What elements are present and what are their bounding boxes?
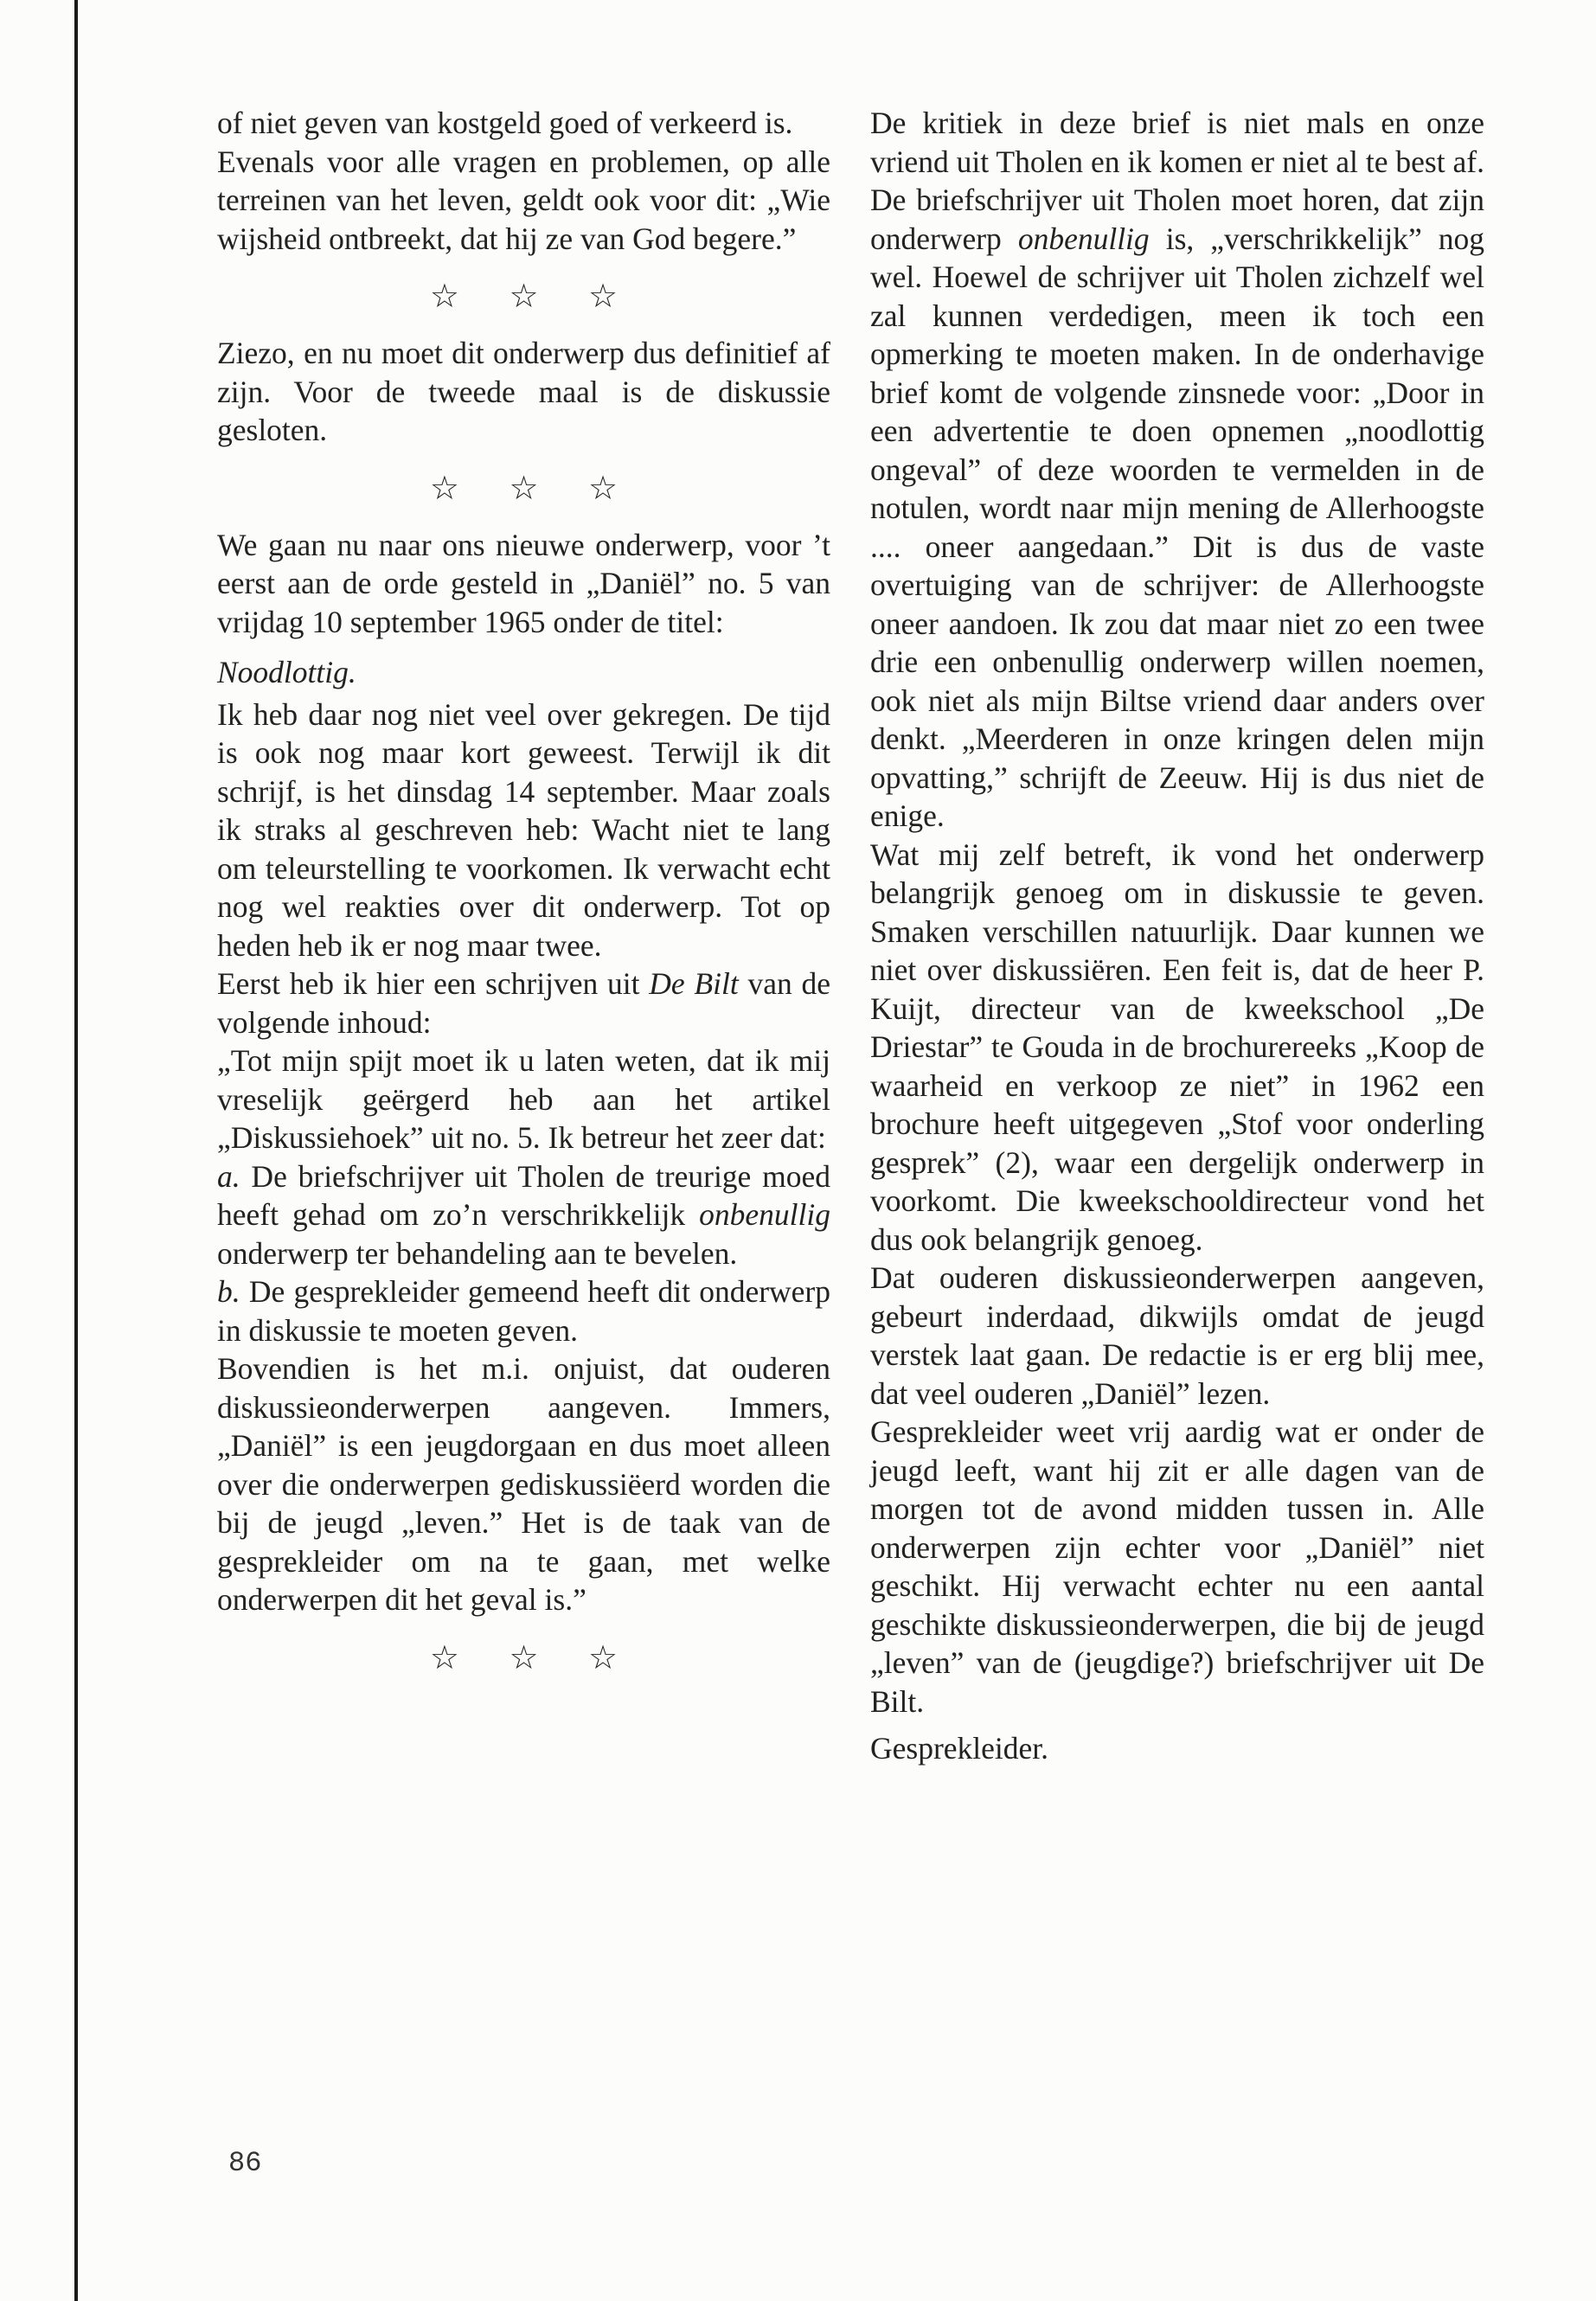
right-paragraph-2: Wat mij zelf betreft, ik vond het onderwerp belangrijk genoeg om in diskussie te geven. Smaken verschillen natuurlijk. Daar kunnen we niet over diskussiëren. Een feit is, dat de heer P. Kuijt, directeur van de kweekschool „De Driestar” te Gouda in de brochurereeks „Koop de waarheid en verkoop ze niet” in 1962 een brochure heeft uitgegeven „Stof voor onderling gesprek” (2), waar een dergelijk onderwerp in voorkomt. Die kweekschooldirecteur vond het dus ook belangrijk genoeg.	[870, 836, 1484, 1257]
text-run: onderwerp ter behandeling aan te bevelen.	[217, 1235, 738, 1271]
section-divider-stars: ☆ ☆ ☆	[429, 279, 639, 315]
right-paragraph-3: Dat ouderen diskussieonderwerpen aangeven, gebeurt inderdaad, dikwijls omdat de jeugd verstek laat gaan. De redactie is er erg blij mee, dat veel ouderen „Daniël” lezen.	[870, 1260, 1484, 1411]
right-paragraph-1	[870, 104, 1484, 836]
topic-heading: Noodlottig.	[217, 655, 356, 689]
text-run: is, „verschrikkelijk” nog wel. Hoewel de schrijver uit Tholen zichzelf wel zal kunnen verdedigen, meen ik toch een opmerking te moeten maken. In de onderhavige brief komt de volgende zinsnede voor: „Door in een advertentie te doen opnemen „noodlottig ongeval” of deze woorden te vermelden in de notulen, wordt naar mijn mening de Allerhoogste .... oneer aangedaan.” Dit is dus de vaste overtuiging van de schrijver: de Allerhoogste oneer aandoen. Ik zou dat maar niet zo een twee drie een onbenullig onderwerp willen noemen, ook niet als mijn Biltse vriend daar anders over denkt. „Meerderen in onze kringen delen mijn opvatting,” schrijft de Zeeuw. Hij is dus niet de enige.	[870, 221, 1485, 833]
letter-quote-intro: „Tot mijn spijt moet ik u laten weten, dat ik mij vreselijk geërgerd heb aan het artikel „Diskussiehoek” uit no. 5. Ik betreur het zeer dat:	[217, 1043, 830, 1155]
text-run: Eerst heb ik hier een schrijven uit	[217, 966, 650, 1001]
list-marker: a.	[217, 1158, 240, 1194]
right-paragraph-4: Gesprekleider weet vrij aardig wat er onder de jeugd leeft, want hij zit er alle dagen van de morgen tot de avond midden tussen in. Alle onderwerpen zijn echter voor „Daniël” niet geschikt. Hij verwacht echter nu een aantal geschikte diskussieonderwerpen, die bij de jeugd „leven” van de (jeugdige?) briefschrijver uit De Bilt.	[870, 1414, 1484, 1719]
section-divider-stars: ☆ ☆ ☆	[429, 1639, 639, 1676]
left-paragraph-5: Ik heb daar nog niet veel over gekregen. De tijd is ook nog maar kort geweest. Terwijl ik dit schrijf, is het dinsdag 14 september. Maar zoals ik straks al geschreven heb: Wacht niet te lang om teleurstelling te voorkomen. Ik verwacht echt nog wel reakties over dit onderwerp. Tot op heden heb ik er nog maar twee.	[217, 696, 830, 963]
emphasis: onbenullig	[1017, 221, 1150, 256]
left-paragraph-1: of niet geven van kostgeld goed of verkeerd is.	[217, 106, 793, 140]
emphasis: onbenullig	[699, 1197, 830, 1232]
letter-point-b	[217, 1272, 830, 1349]
list-marker: b.	[217, 1274, 240, 1309]
right-column	[870, 104, 1484, 1768]
left-paragraph-3: Ziezo, en nu moet dit onderwerp dus definitief af zijn. Voor de tweede maal is de diskussie gesloten.	[217, 336, 830, 447]
signature: Gesprekleider.	[870, 1731, 1049, 1766]
left-paragraph-8: Bovendien is het m.i. onjuist, dat ouderen diskussieonderwerpen aangeven. Immers, „Daniël” is een jeugdorgaan en dus moet alleen over die onderwerpen gediskussiëerd worden die bij de jeugd „leven.” Het is de taak van de gesprekleider om na te gaan, met welke onderwerpen dit het geval is.”	[217, 1351, 830, 1617]
letter-point-a	[217, 1157, 830, 1273]
place-name: De Bilt	[649, 966, 739, 1001]
text-run: De briefschrijver uit Tholen de treurige moed heeft gehad om zo’n verschrikkelijk	[217, 1158, 830, 1232]
page-number: 86	[228, 2147, 262, 2179]
text-run: De kritiek in deze brief is niet mals en onze vriend uit Tholen en ik komen er niet al te best af. De briefschrijver uit Tholen moet horen, dat zijn onderwerp	[870, 106, 1484, 256]
left-paragraph-6	[217, 965, 830, 1042]
left-paragraph-4: We gaan nu naar ons nieuwe onderwerp, voor ’t eerst aan de orde gesteld in „Daniël” no. 5 van vrijdag 10 september 1965 onder de titel:	[217, 527, 830, 639]
page-binding-edge	[74, 0, 78, 2301]
section-divider-stars: ☆ ☆ ☆	[429, 470, 639, 507]
left-column	[217, 104, 830, 1695]
text-run: van de volgende inhoud:	[217, 966, 830, 1040]
left-paragraph-2: Evenals voor alle vragen en problemen, op alle terreinen van het leven, geldt ook voor dit: „Wie wijsheid ontbreekt, dat hij ze van God begere.”	[217, 144, 830, 256]
text-run: De gesprekleider gemeend heeft dit onderwerp in diskussie te moeten geven.	[217, 1274, 830, 1348]
